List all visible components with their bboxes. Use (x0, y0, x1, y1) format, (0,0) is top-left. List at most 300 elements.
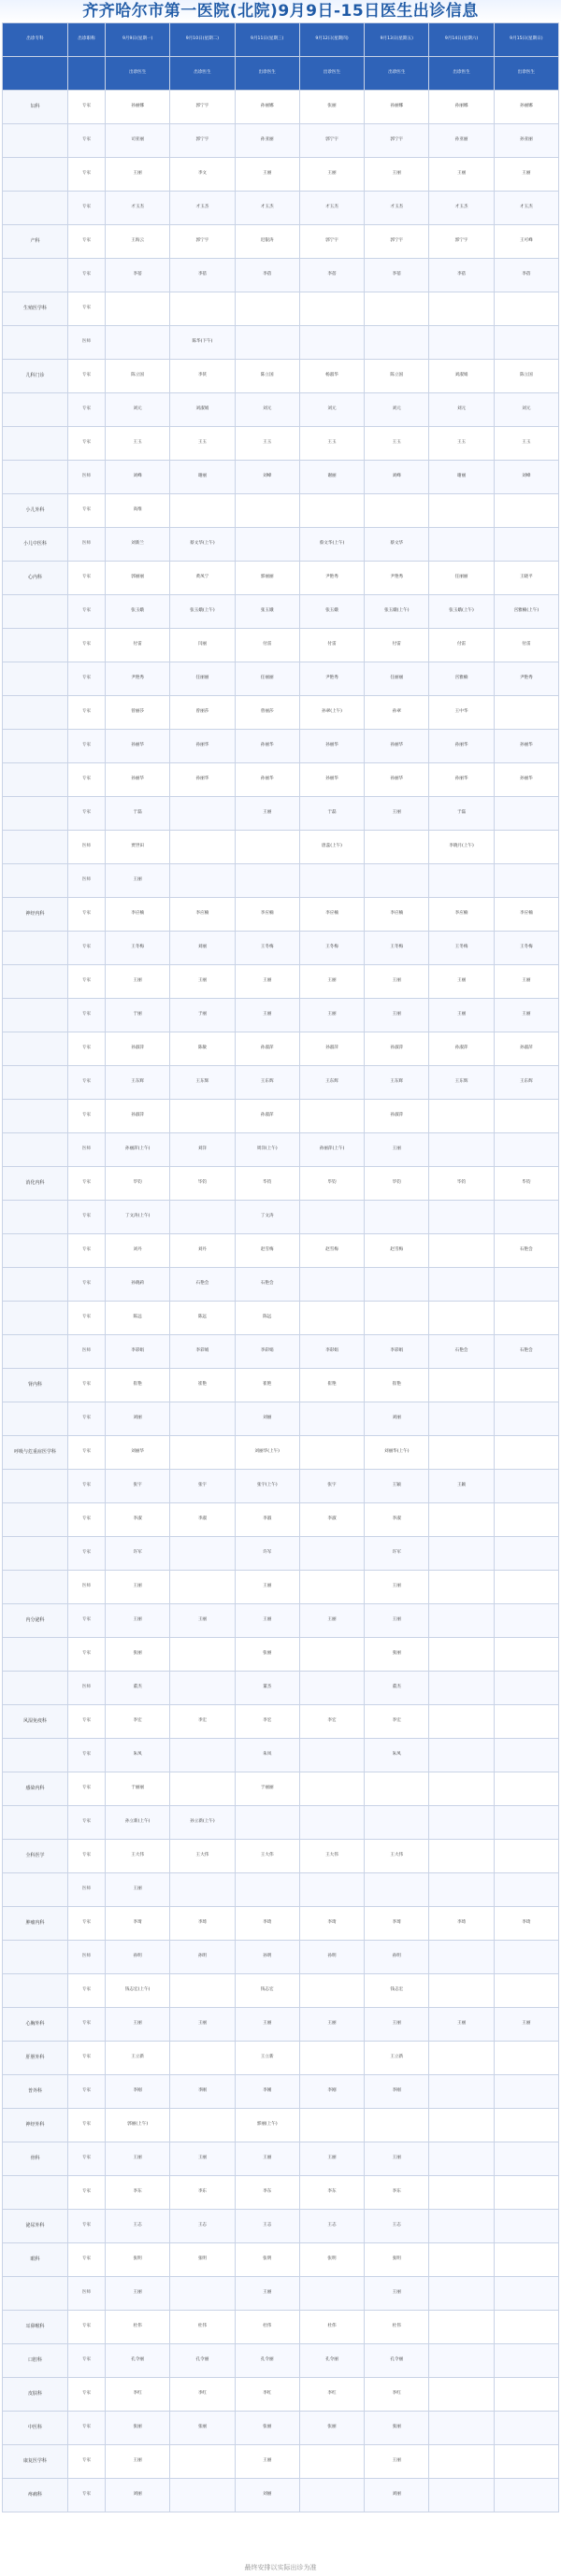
table-row (3, 2008, 559, 2042)
doctor-cell (429, 2176, 494, 2210)
doctor-cell (429, 1369, 494, 1402)
doctor-cell: 王志 (365, 2210, 429, 2243)
doctor-cell (494, 1772, 558, 1806)
doctor-cell: 王丽 (365, 965, 429, 999)
table-row (3, 1436, 559, 1470)
doctor-cell: 谢丽 (170, 461, 235, 494)
title-cell: 专家 (68, 1402, 106, 1436)
table-row (3, 461, 559, 494)
table-row (3, 259, 559, 292)
doctor-cell: 孙丽华 (365, 730, 429, 763)
table-row (3, 1974, 559, 2008)
table-row (3, 225, 559, 259)
doctor-cell: 李彩娟 (106, 1335, 170, 1369)
doctor-cell: 孙立新(上午) (106, 1806, 170, 1840)
doctor-cell (494, 2075, 558, 2109)
title-cell: 专家 (68, 1369, 106, 1402)
title-cell: 专家 (68, 562, 106, 595)
doctor-cell (494, 1705, 558, 1739)
doctor-cell: 李红 (170, 2378, 235, 2412)
doctor-cell (170, 2277, 235, 2311)
title-cell: 医师 (68, 528, 106, 562)
doctor-cell (494, 2176, 558, 2210)
doctor-cell (365, 1873, 429, 1907)
doctor-cell (299, 2479, 364, 2512)
doctor-cell: 孙丽华 (235, 763, 299, 797)
title-cell: 专家 (68, 2243, 106, 2277)
doctor-cell (235, 864, 299, 898)
doctor-cell (429, 2042, 494, 2075)
title-cell: 专家 (68, 1436, 106, 1470)
title-cell: 专家 (68, 2075, 106, 2109)
doctor-cell: 郭宁宇 (299, 124, 364, 158)
doctor-cell: 李东 (299, 2176, 364, 2210)
doctor-cell: 王玉 (494, 427, 558, 461)
doctor-cell: 郭丽丽 (235, 562, 299, 595)
doctor-cell: 李东 (365, 2176, 429, 2210)
department-cell (3, 696, 68, 730)
doctor-cell: 李刚 (106, 2075, 170, 2109)
header-cell: 出诊专科 (3, 23, 68, 57)
doctor-cell: 才玉杰 (235, 192, 299, 225)
doctor-cell: 王大伟 (170, 1840, 235, 1873)
table-row (3, 2210, 559, 2243)
doctor-cell (494, 528, 558, 562)
doctor-cell: 张丽 (365, 2412, 429, 2445)
doctor-cell (494, 2042, 558, 2075)
table-row (3, 393, 559, 427)
doctor-cell: 王海云 (106, 225, 170, 259)
doctor-cell: 孙丽华 (170, 763, 235, 797)
table-row (3, 763, 559, 797)
doctor-cell: 张玉娥(上午) (429, 595, 494, 629)
subheader-cell: 出诊医生 (494, 57, 558, 91)
doctor-cell: 孙丽华 (429, 763, 494, 797)
title-cell: 专家 (68, 595, 106, 629)
title-cell: 专家 (68, 1604, 106, 1638)
table-row (3, 192, 559, 225)
doctor-cell: 郭丽(上午) (106, 2109, 170, 2142)
table-row (3, 1066, 559, 1100)
doctor-cell: 郭丽(上午) (235, 2109, 299, 2142)
doctor-cell: 李应楠 (365, 898, 429, 932)
doctor-cell: 王志 (235, 2210, 299, 2243)
doctor-cell (494, 2243, 558, 2277)
doctor-cell: 张宇 (170, 1470, 235, 1503)
doctor-cell: 董杰 (106, 1672, 170, 1705)
title-cell: 专家 (68, 2344, 106, 2378)
doctor-cell: 孙淑萍 (365, 1100, 429, 1133)
doctor-cell (494, 1604, 558, 1638)
doctor-cell: 张丽 (235, 2412, 299, 2445)
doctor-cell (299, 1537, 364, 1571)
doctor-cell: 刘丽华 (106, 1436, 170, 1470)
doctor-cell: 张玉娥 (299, 595, 364, 629)
doctor-cell (299, 292, 364, 326)
doctor-cell (299, 326, 364, 360)
doctor-cell: 李应楠 (170, 898, 235, 932)
doctor-cell: 刘元 (494, 393, 558, 427)
title-cell: 专家 (68, 1638, 106, 1672)
doctor-cell (494, 2445, 558, 2479)
doctor-cell (494, 1672, 558, 1705)
doctor-cell: 李蓓 (170, 259, 235, 292)
table-row (3, 965, 559, 999)
table-row (3, 2042, 559, 2075)
table-row (3, 2243, 559, 2277)
title-cell: 医师 (68, 326, 106, 360)
doctor-cell (429, 2109, 494, 2142)
table-row (3, 2344, 559, 2378)
doctor-cell: 李宏 (170, 1705, 235, 1739)
department-cell: 眼科 (3, 2243, 68, 2277)
doctor-cell (299, 2445, 364, 2479)
table-row (3, 528, 559, 562)
doctor-cell: 王丽 (106, 2142, 170, 2176)
doctor-cell: 崔艳 (299, 1369, 364, 1402)
table-header (3, 23, 559, 91)
header-cell: 9月11日(星期三) (235, 23, 299, 57)
doctor-cell (235, 326, 299, 360)
doctor-cell: 孙淑萍 (106, 1032, 170, 1066)
doctor-cell: 孙亚丽 (235, 124, 299, 158)
table-row (3, 1100, 559, 1133)
doctor-cell: 孙丽娜 (106, 91, 170, 124)
doctor-cell: 孔令丽 (365, 2344, 429, 2378)
doctor-cell (494, 1201, 558, 1234)
doctor-cell: 才玉杰 (429, 192, 494, 225)
doctor-cell: 王丽 (429, 999, 494, 1032)
doctor-cell (365, 1302, 429, 1335)
doctor-cell: 孙丽华 (170, 730, 235, 763)
title-cell: 专家 (68, 965, 106, 999)
header-cell: 9月9日(星期一) (106, 23, 170, 57)
doctor-cell: 赵雪梅 (235, 1234, 299, 1268)
doctor-cell: 宫雅楠(上午) (494, 595, 558, 629)
doctor-cell: 王立新 (365, 2042, 429, 2075)
title-cell: 专家 (68, 158, 106, 192)
doctor-cell: 郭宁宇 (170, 225, 235, 259)
doctor-cell: 李彩娟 (365, 1335, 429, 1369)
table-row (3, 932, 559, 965)
doctor-cell: 李淑 (106, 1503, 170, 1537)
doctor-cell: 王冬梅 (429, 932, 494, 965)
doctor-cell (429, 2412, 494, 2445)
doctor-cell: 王丽 (299, 1604, 364, 1638)
doctor-cell: 王丽 (106, 965, 170, 999)
table-row (3, 730, 559, 763)
doctor-cell: 王丽 (106, 2277, 170, 2311)
doctor-cell: 许军 (235, 1537, 299, 1571)
doctor-cell (429, 1268, 494, 1302)
doctor-cell (429, 1873, 494, 1907)
doctor-cell: 陈远 (170, 1302, 235, 1335)
doctor-cell: 李红 (106, 2378, 170, 2412)
doctor-cell: 王丽 (235, 2445, 299, 2479)
table-row (3, 797, 559, 831)
doctor-cell: 张明 (299, 2243, 364, 2277)
doctor-cell: 李宏 (365, 1705, 429, 1739)
table-row (3, 158, 559, 192)
department-cell: 消化内科 (3, 1167, 68, 1201)
department-cell (3, 797, 68, 831)
department-cell (3, 1335, 68, 1369)
title-cell: 专家 (68, 124, 106, 158)
title-cell: 专家 (68, 1739, 106, 1772)
department-cell (3, 965, 68, 999)
subheader-cell: 出诊医生 (235, 57, 299, 91)
doctor-cell: 张宇 (299, 1470, 364, 1503)
doctor-cell: 付雷 (299, 629, 364, 662)
department-cell (3, 1066, 68, 1100)
doctor-cell (494, 1436, 558, 1470)
doctor-cell: 王丽 (299, 999, 364, 1032)
table-row (3, 2378, 559, 2412)
doctor-cell (494, 1369, 558, 1402)
doctor-cell (494, 292, 558, 326)
doctor-cell: 王东辉 (235, 1066, 299, 1100)
doctor-cell (299, 1873, 364, 1907)
doctor-cell: 王丽 (429, 2008, 494, 2042)
doctor-cell: 贾世田 (106, 831, 170, 864)
doctor-cell: 李刚 (365, 2075, 429, 2109)
title-cell: 专家 (68, 763, 106, 797)
department-cell (3, 1571, 68, 1604)
doctor-cell: 李东 (235, 2176, 299, 2210)
doctor-cell: 付雷 (429, 629, 494, 662)
doctor-cell: 杜伟 (106, 2311, 170, 2344)
title-cell: 专家 (68, 427, 106, 461)
table-row (3, 1470, 559, 1503)
department-cell (3, 259, 68, 292)
doctor-cell: 孙明 (299, 1941, 364, 1974)
doctor-cell (494, 1268, 558, 1302)
department-cell: 中医科 (3, 2412, 68, 2445)
department-cell (3, 1537, 68, 1571)
doctor-cell: 郭宁宇 (170, 91, 235, 124)
doctor-cell: 王玉 (299, 427, 364, 461)
doctor-cell: 迟银涛 (235, 225, 299, 259)
doctor-cell (494, 1840, 558, 1873)
doctor-cell (429, 864, 494, 898)
doctor-cell: 陈远 (106, 1302, 170, 1335)
doctor-cell: 张明 (170, 2243, 235, 2277)
doctor-cell (235, 1873, 299, 1907)
doctor-cell: 王丽 (106, 2008, 170, 2042)
title-cell: 专家 (68, 1806, 106, 1840)
doctor-cell (235, 1806, 299, 1840)
doctor-cell: 李文 (170, 158, 235, 192)
doctor-cell: 李琦 (429, 1907, 494, 1941)
doctor-cell: 王丽 (365, 1571, 429, 1604)
doctor-cell (494, 1806, 558, 1840)
doctor-cell: 孙丽萍(上午) (106, 1133, 170, 1167)
doctor-cell: 李刚 (235, 2075, 299, 2109)
doctor-cell: 李蓓 (494, 259, 558, 292)
title-cell: 专家 (68, 2412, 106, 2445)
doctor-cell: 王丽 (429, 158, 494, 192)
doctor-cell: 王志 (106, 2210, 170, 2243)
department-cell: 皮肤科 (3, 2378, 68, 2412)
doctor-cell: 孙丽华 (365, 763, 429, 797)
doctor-cell: 刘丽 (235, 1402, 299, 1436)
doctor-cell: 郭宁宇 (299, 225, 364, 259)
doctor-cell (235, 528, 299, 562)
doctor-cell: 董杰 (235, 1672, 299, 1705)
doctor-cell (494, 1402, 558, 1436)
doctor-cell (429, 2277, 494, 2311)
doctor-cell (429, 1436, 494, 1470)
department-cell (3, 2277, 68, 2311)
doctor-cell: 杨淑华 (299, 360, 364, 393)
doctor-cell: 王丽 (235, 965, 299, 999)
doctor-cell: 王丽 (170, 2142, 235, 2176)
doctor-cell: 王东辉 (170, 1066, 235, 1100)
doctor-cell (170, 2445, 235, 2479)
department-cell (3, 1974, 68, 2008)
doctor-cell: 张玉娥(上午) (365, 595, 429, 629)
doctor-cell: 张丽 (299, 2412, 364, 2445)
doctor-cell (365, 1772, 429, 1806)
doctor-cell: 王冬梅 (365, 932, 429, 965)
title-cell: 专家 (68, 360, 106, 393)
table-body (3, 91, 559, 2512)
doctor-cell (494, 1537, 558, 1571)
doctor-cell (429, 2378, 494, 2412)
department-cell: 生殖医学科 (3, 292, 68, 326)
doctor-cell (494, 1302, 558, 1335)
doctor-cell (170, 1739, 235, 1772)
doctor-cell (170, 831, 235, 864)
doctor-cell: 杜伟 (365, 2311, 429, 2344)
doctor-cell: 毕钧 (235, 1167, 299, 1201)
doctor-cell (299, 1672, 364, 1705)
doctor-cell: 刘峰 (106, 461, 170, 494)
header-cell: 9月15日(星期日) (494, 23, 558, 57)
doctor-cell: 于丽丽 (235, 1772, 299, 1806)
doctor-cell (494, 2344, 558, 2378)
doctor-cell (494, 2412, 558, 2445)
table-row (3, 1604, 559, 1638)
doctor-cell: 陈立国 (106, 360, 170, 393)
table-row (3, 898, 559, 932)
department-cell (3, 1806, 68, 1840)
doctor-cell (494, 864, 558, 898)
doctor-cell (106, 292, 170, 326)
doctor-cell: 王中华 (429, 696, 494, 730)
doctor-cell: 张丽 (235, 1638, 299, 1672)
department-cell: 疼痛科 (3, 2479, 68, 2512)
doctor-cell: 孙亚丽 (429, 124, 494, 158)
footer-note: 最终安排以实际出诊为准 (244, 2564, 317, 2571)
doctor-cell (365, 494, 429, 528)
doctor-cell: 王丽 (235, 797, 299, 831)
table-row (3, 999, 559, 1032)
doctor-cell: 王大伟 (235, 1840, 299, 1873)
doctor-cell: 刘元 (299, 393, 364, 427)
doctor-cell: 李东 (106, 2176, 170, 2210)
doctor-cell: 孙淑萍 (365, 1032, 429, 1066)
department-cell: 内分泌科 (3, 1604, 68, 1638)
title-cell: 专家 (68, 225, 106, 259)
doctor-cell: 司亚丽 (106, 124, 170, 158)
department-cell (3, 1133, 68, 1167)
title-cell: 专家 (68, 1032, 106, 1066)
doctor-cell: 尹艳秀 (365, 562, 429, 595)
doctor-cell: 王丽 (235, 2008, 299, 2042)
doctor-cell: 李红 (365, 2378, 429, 2412)
doctor-cell: 李侠 (170, 360, 235, 393)
title-cell: 医师 (68, 864, 106, 898)
department-cell: 小儿外科 (3, 494, 68, 528)
doctor-cell: 刘丹 (106, 1234, 170, 1268)
department-cell (3, 326, 68, 360)
doctor-cell: 王丽 (106, 1873, 170, 1907)
department-cell: 神经内科 (3, 898, 68, 932)
doctor-cell: 孔令丽 (299, 2344, 364, 2378)
doctor-cell: 尹艳秀 (494, 662, 558, 696)
doctor-cell: 孔令丽 (106, 2344, 170, 2378)
doctor-cell (170, 864, 235, 898)
doctor-cell: 许军 (365, 1537, 429, 1571)
doctor-cell: 尹艳秀 (299, 662, 364, 696)
department-cell: 心胸外科 (3, 2008, 68, 2042)
department-cell: 妇科 (3, 91, 68, 124)
doctor-cell: 王玉 (365, 427, 429, 461)
doctor-cell: 李应楠 (235, 898, 299, 932)
title-cell: 专家 (68, 2042, 106, 2075)
table-row (3, 91, 559, 124)
doctor-cell: 张明 (365, 2243, 429, 2277)
doctor-cell: 刘峰 (494, 461, 558, 494)
doctor-cell: 王丽 (170, 2008, 235, 2042)
doctor-cell: 王丽 (429, 965, 494, 999)
doctor-cell (299, 1739, 364, 1772)
doctor-cell (429, 1133, 494, 1167)
doctor-cell (429, 494, 494, 528)
doctor-cell: 李琦 (365, 1907, 429, 1941)
doctor-cell: 毕钧 (494, 1167, 558, 1201)
doctor-cell: 李刚 (299, 2075, 364, 2109)
title-cell: 专家 (68, 2176, 106, 2210)
title-cell: 专家 (68, 1974, 106, 2008)
table-row (3, 1302, 559, 1335)
doctor-cell: 李琦 (299, 1907, 364, 1941)
doctor-cell: 赵雪梅 (299, 1234, 364, 1268)
doctor-cell (429, 2210, 494, 2243)
doctor-cell (429, 1302, 494, 1335)
department-cell (3, 831, 68, 864)
subheader-cell: 出诊医生 (365, 57, 429, 91)
doctor-cell (494, 1503, 558, 1537)
doctor-cell (429, 1604, 494, 1638)
doctor-cell: 张丽 (106, 1638, 170, 1672)
table-row (3, 1268, 559, 1302)
doctor-cell: 宫雅楠 (429, 662, 494, 696)
doctor-cell: 张丽 (170, 2412, 235, 2445)
doctor-cell: 石艳会 (170, 1268, 235, 1302)
doctor-cell (494, 1571, 558, 1604)
table-row (3, 2109, 559, 2142)
doctor-cell: 毕钧 (170, 1167, 235, 1201)
doctor-cell: 王丽 (494, 965, 558, 999)
doctor-cell: 孙丽华 (299, 763, 364, 797)
department-cell (3, 595, 68, 629)
doctor-cell (365, 292, 429, 326)
doctor-cell: 孙丽娜 (494, 91, 558, 124)
doctor-cell: 刘丹 (170, 1234, 235, 1268)
doctor-cell: 刘元 (429, 393, 494, 427)
